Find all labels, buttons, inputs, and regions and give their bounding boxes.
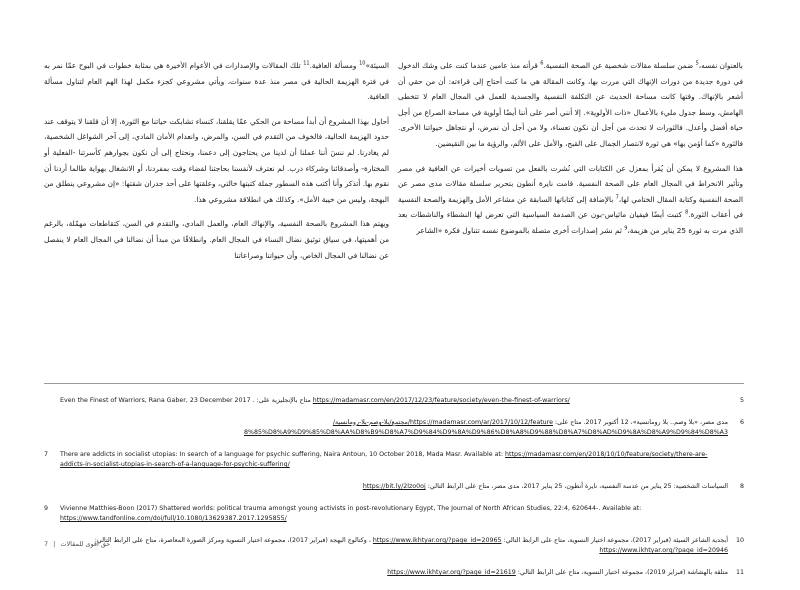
- footnote-7: 7 There are addicts in socialist utopias: In search of a language for psychic suffering, Naira Antoun, 10 October 2018, Mada Masr. Available at: https://madamasr.com/en/2018/10/10/feature/society/there-are-addicts-in-socialist-utopias-in-search-of-a-language-for-psychic-suffering/: [44, 451, 708, 468]
- footnote-link[interactable]: https://bit.ly/2lzo0oj: [362, 483, 426, 490]
- page-footer: [44, 540, 244, 548]
- footnote-divider: [44, 383, 744, 384]
- running-title: حق أقوى للمقالات: [60, 540, 111, 548]
- footnotes: [44, 396, 744, 590]
- footnote-9: 9 Vivienne Matthies-Boon (2017) Shattered worlds: political trauma amongst young activists in post-revolutionary Egypt, The Journal of North African Studies, 22:4, 620644-. Available at: https://www.tandfonline.com/doi/full/10.1080/13629387.2017.1295855/: [44, 505, 642, 522]
- footnote-link[interactable]: https://madamasr.com/ar/2017/10/12/feature/مجتمع/بلا-وصم-بلا-رومانسية/: [332, 419, 553, 426]
- footnote-ref[interactable]: 9: [624, 225, 628, 232]
- footnote-8: 8 السياسات الشخصية: 25 يناير من عدسة النفسية، نايرة أنطون، 25 يناير 2017، مدى مصر، متاح على الرابط التالي: https://bit.ly/2lzo0oj: [362, 483, 744, 490]
- footnote-link[interactable]: 8%85%D8%A9%D9%85%D8%AA%D8%B9%D8%A7%D9%84%D9%8A%D9%86%D8%A8%D9%88%D8%A7%D8%AD%D9%8A%D8%A9%D9%84%D8%A3: [244, 429, 728, 436]
- footnote-ref[interactable]: 11: [303, 60, 310, 67]
- footnote-ref[interactable]: 6: [540, 60, 544, 67]
- footnote-11: 11 متلقة بالهشاشة (فبراير 2019)، مجموعة اختيار النسوية، متاح على الرابط التالي: https://www.ikhtyar.org/?page_id=21619: [387, 569, 744, 576]
- paragraph: هذا المشروع لا يمكن أن يُقرأ بمعزل عن الكتابات التي نُشرت بالفعل من تسويات أخيرات عن العافية في مصر وتأثير الانخراط في المجال العام على الصحة النفسية. قامت نايرة أنطون بتحرير سلسلة مقالات مدى مصر عن الصحة النفسية وكتابة المقال الختامي لها،$^7$ بالإضافة إلى كتاباتها السابقة عن مشاعر الأمل والهزيمة والصحة النفسية في أعقاب الثورة.$^8$ كتبت أيضًا فيفيان ماثياس-بون عن الصدمة السياسية التي تعرض لها النشطاء والناشطات بعد الذي مرت به ثورة 25 يناير من هزيمة،$^9$ ثم نشر إصدارات أخرى متصلة بالموضوع نفسه تتناول فكرة «الشاعر: [398, 163, 744, 235]
- footnote-link[interactable]: https://www.ikhtyar.org/?page_id=21619: [387, 569, 516, 576]
- footnote-ref[interactable]: 10: [359, 60, 366, 67]
- footnote-link[interactable]: https://www.tandfonline.com/doi/full/10.1080/13629387.2017.1295855/: [60, 515, 287, 522]
- paragraph: السيئة»$^{10}$ ومسألة العافية.$^{11}$ تلك المقالات والإصدارات في الأعوام الأخيرة هي بمثابة خطوات في البوح عمّا نمر به في فترة الهزيمة الحالية في مصر منذ عدة سنوات، ويأتي مشروعي كجزء مكمل لهذا الهم العام لتناول مسألة العافية.: [44, 60, 389, 102]
- footnote-5: 5 Even the Finest of Warriors, Rana Gaber, 23 December 2017 . متاح بالإنجليزية على: https://madamasr.com/en/2017/12/23/feature/society/even-the-finest-of-warriors/: [60, 397, 744, 404]
- footnote-ref[interactable]: 8: [685, 209, 689, 216]
- footnote-link[interactable]: https://www.ikhtyar.org/?page_id=20965: [372, 537, 502, 544]
- text-column-left: [44, 58, 389, 272]
- footnote-10: 10 أبجدية الشاعر السيئة (فبراير 2017)، مجموعة اختيار النسوية، متاح على الرابط التالي: https://www.ikhtyar.org/?page_id=20965 ، وكتالوج البهجة (فبراير 2017)، مجموعة اختيار النسوية ومركز الصورة المعاصرة، متاح على الرابط التالي: https://www.ikhtyar.org/?page_id=20946: [94, 537, 744, 554]
- page-number: 7: [44, 540, 49, 548]
- paragraph: أحاول بهذا المشروع أن أبدأ مساحة من الحكي عمّا يقلقنا، كنساء تشابكت حياتنا مع الثورة، إلا أن قلقنا لا يتوقف عند حدود الهزيمة الحالية، فالخوف من التقدم في السن، والمرض، وانعدام الأمان المادي، إلى آخر الشواغل الشخصية، لم يغادرنا. لم ننسَ أننا عملنا أن لدينا من يحتاجون إلى دعمنا، ونحتاج إلى أن نكون بجوارهم كأسرتنا -الفعلية أو المختارة- وأصدقائنا وشركاء درب. لم نعترف لأنفسنا بحاجتنا لفضاء وقت بمفردنا، أو الانشغال بهواية طالما أردنا أن نقوم بها. أتذكر وأنا أكتب هذه السطور جملة كتبتها خالتي، وعلقتها على أحد جدران شقتها: «إن مشروعي ينطلق من البهجة، وليس من خيبة الأمل». وكذلك هي انطلاقة مشروعي هذا.: [44, 116, 389, 204]
- footnote-link[interactable]: https://madamasr.com/en/2018/10/10/feature/society/there-are-addicts-in-socialist-utopias-in-search-of-a-language-for-psychic-suffering/: [60, 451, 708, 468]
- footnote-6: 6 مدى مصر، «بلا وصم.. بلا رومانسية»، 12 أكتوبر 2017. متاح على: https://madamasr.com/ar/2017/10/12/feature/مجتمع/بلا-وصم-بلا-رومانسية/ 8%85%D8%A9%D9%85%D8%AA%D8%B9%D8%A7%D9%84%D9%8A%D9%86%D8%A8%D9%88%D8%A7%D8%AD%D9%8A%D8%A9%D9%84%D8%A3: [244, 419, 744, 436]
- footnote-ref[interactable]: 7: [615, 194, 619, 201]
- text-column-right: [398, 58, 743, 248]
- footnote-link[interactable]: https://madamasr.com/en/2017/12/23/feature/society/even-the-finest-of-warriors/: [312, 397, 570, 404]
- paragraph: بالعنوان نفسه،$^5$ ضمن سلسلة مقالات شخصية عن الصحة النفسية.$^6$ قرأته منذ عامين عندما كنت على وشك الدخول في دورة جديدة من دورات الإنهاك التي مررت بها، وكانت المقالة هي ما كنت أحتاج إلى قراءته: أن من حقي أن أشعر بالإنهاك. وقتها كانت مساحة الحديث عن التكلفة النفسية والجسدية للعمل في المجال العام لا تتخطى الهامش، وسط جدول مليء بالأعمال «ذات الأولوية». إلا أنني أصر على أننا أيضًا أولوية في مساحة الصراع من أجل حياة أفضل وأعدل. فالثورات لا تحدث من أجل أن نكون تعساء، ولا من أجل أن نمرض، أو نتجاهل حيواتنا الأخرى. فالثورة «كما أؤمن بها» هي ثورة لانتصار الجمال على القبح، والأمل على الألم، والرؤية ما بين النقيضين.: [398, 60, 743, 148]
- footnote-ref[interactable]: 5: [695, 60, 699, 67]
- footnote-link[interactable]: https://www.ikhtyar.org/?page_id=20946: [599, 547, 728, 554]
- paragraph: ويهتم هذا المشروع بالصحة النفسية، والإنهاك العام، والعمل المادي، والتقدم في السن، كتقاطعات مهمّلة، بالرغم من أهميتها، في سياق توثيق نضال النساء في المجال العام. وانطلاقًا من مبدأ أن نضالنا في المجال العام لا ينفصل عن نضالنا في المجال الخاص، وأن حيواتنا وصراعاتنا: [44, 219, 389, 260]
- footer-separator: |: [53, 540, 56, 548]
